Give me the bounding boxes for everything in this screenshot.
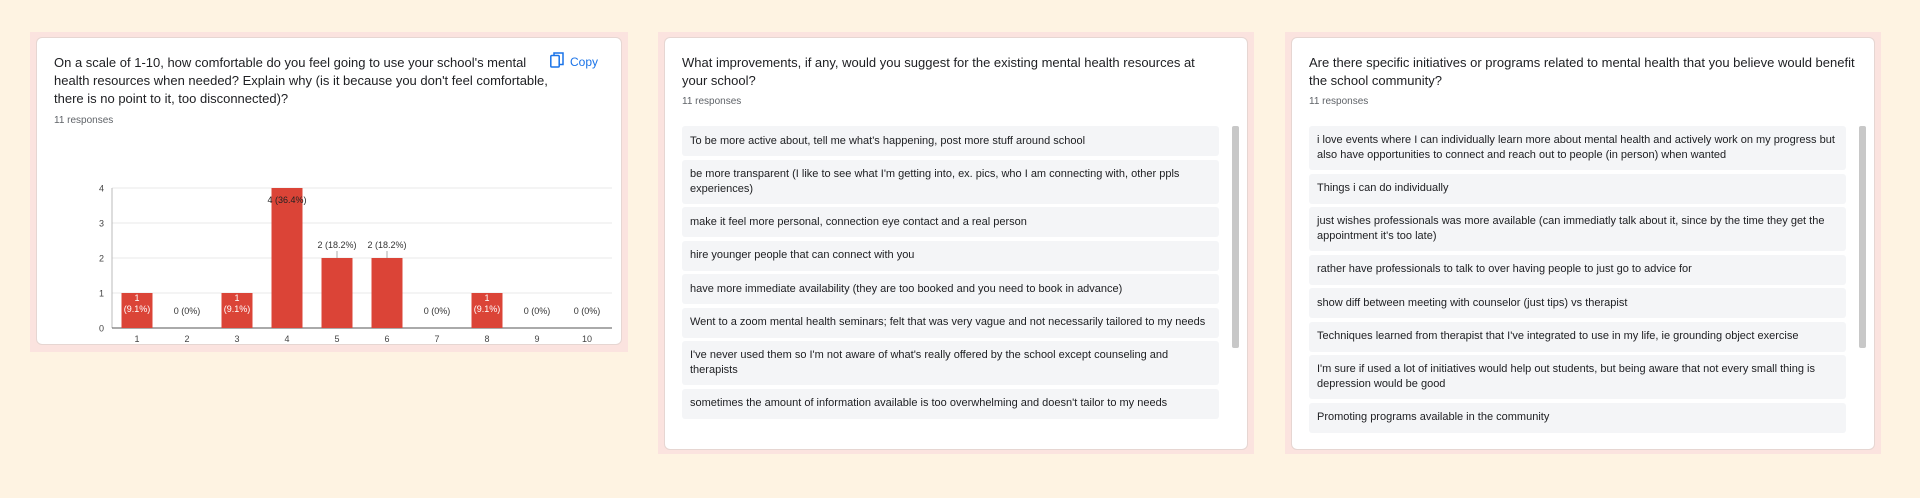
data-label: 1 (9.1%) — [473, 293, 501, 314]
x-tick-label: 5 — [334, 334, 340, 344]
bar — [272, 188, 303, 328]
y-tick-label: 1 — [98, 288, 104, 299]
responses-list[interactable] — [682, 126, 1219, 436]
response-item: make it feel more personal, connection eye contact and a real person — [682, 207, 1219, 237]
x-tick-label: 1 — [134, 334, 140, 344]
scrollbar[interactable] — [1859, 126, 1866, 348]
y-tick-label: 4 — [98, 183, 104, 194]
data-label: 0 (0%) — [173, 306, 201, 316]
x-tick-label: 3 — [234, 334, 240, 344]
x-tick-label: 8 — [484, 334, 490, 344]
responses-count: 11 responses — [682, 96, 742, 107]
x-tick-label: 10 — [581, 334, 593, 344]
response-item: hire younger people that can connect with you — [682, 241, 1219, 271]
data-label: 4 (36.4%) — [267, 195, 307, 205]
copy-button[interactable] — [550, 52, 598, 71]
question-title: On a scale of 1-10, how comfortable do you feel going to use your school's mental health resources when needed? Explain why (is it because you don't feel comfortable, there is no point to it, too disconnected)? — [54, 55, 548, 106]
bar — [322, 258, 353, 328]
response-item: Things i can do individually — [1309, 174, 1846, 204]
y-tick-label: 2 — [98, 253, 104, 264]
response-item: To be more active about, tell me what's happening, post more stuff around school — [682, 126, 1219, 156]
data-label: 1 (9.1%) — [123, 293, 151, 314]
responses-count: 11 responses — [54, 115, 114, 126]
x-tick-label: 6 — [384, 334, 390, 344]
data-label: 0 (0%) — [573, 306, 601, 316]
response-item: have more immediate availability (they are too booked and you need to book in advance) — [682, 274, 1219, 304]
response-item: Promoting programs available in the community — [1309, 403, 1846, 433]
response-item: just wishes professionals was more available (can immediatly talk about it, since by the time they get the appointment it's too late) — [1309, 207, 1846, 251]
copy-icon — [550, 52, 564, 71]
response-item: Techniques learned from therapist that I've integrated to use in my life, ie grounding object exercise — [1309, 322, 1846, 352]
question-card-initiatives — [1291, 37, 1875, 450]
data-label: 2 (18.2%) — [367, 240, 407, 250]
y-tick-label: 0 — [98, 323, 104, 334]
question-title: What improvements, if any, would you suggest for the existing mental health resources at your school? — [682, 55, 1195, 88]
response-item: i love events where I can individually learn more about mental health and actively work on my progress but also have opportunities to connect and reach out to people (in person) when wanted — [1309, 126, 1846, 170]
data-label: 0 (0%) — [523, 306, 551, 316]
bar-chart — [37, 138, 623, 344]
y-tick-label: 3 — [98, 218, 104, 229]
response-item: I'm sure if used a lot of initiatives would help out students, but being aware that not every small thing is depression would be good — [1309, 355, 1846, 399]
responses-list[interactable] — [1309, 126, 1846, 436]
data-label: 2 (18.2%) — [317, 240, 357, 250]
responses-count: 11 responses — [1309, 96, 1369, 107]
question-title: Are there specific initiatives or programs related to mental health that you believe would benefit the school community? — [1309, 55, 1855, 88]
x-tick-label: 2 — [184, 334, 190, 344]
response-item: I've never used them so I'm not aware of what's really offered by the school except counseling and therapists — [682, 341, 1219, 385]
question-card-improvements — [664, 37, 1248, 450]
copy-label: Copy — [570, 54, 599, 69]
x-tick-label: 9 — [534, 334, 540, 344]
x-tick-label: 7 — [434, 334, 440, 344]
scrollbar[interactable] — [1232, 126, 1239, 348]
x-tick-label: 4 — [284, 334, 290, 344]
response-item: rather have professionals to talk to over having people to just go to advice for — [1309, 255, 1846, 285]
response-item: sometimes the amount of information available is too overwhelming and doesn't tailor to my needs — [682, 389, 1219, 419]
response-item: show diff between meeting with counselor (just tips) vs therapist — [1309, 288, 1846, 318]
response-item: Went to a zoom mental health seminars; felt that was very vague and not necessarily tailored to my needs — [682, 308, 1219, 338]
data-label: 0 (0%) — [423, 306, 451, 316]
bar — [372, 258, 403, 328]
response-item: be more transparent (I like to see what I'm getting into, ex. pics, who I am connecting with, other ppls experiences) — [682, 160, 1219, 204]
data-label: 1 (9.1%) — [223, 293, 251, 314]
question-card-comfort-scale — [36, 37, 622, 345]
